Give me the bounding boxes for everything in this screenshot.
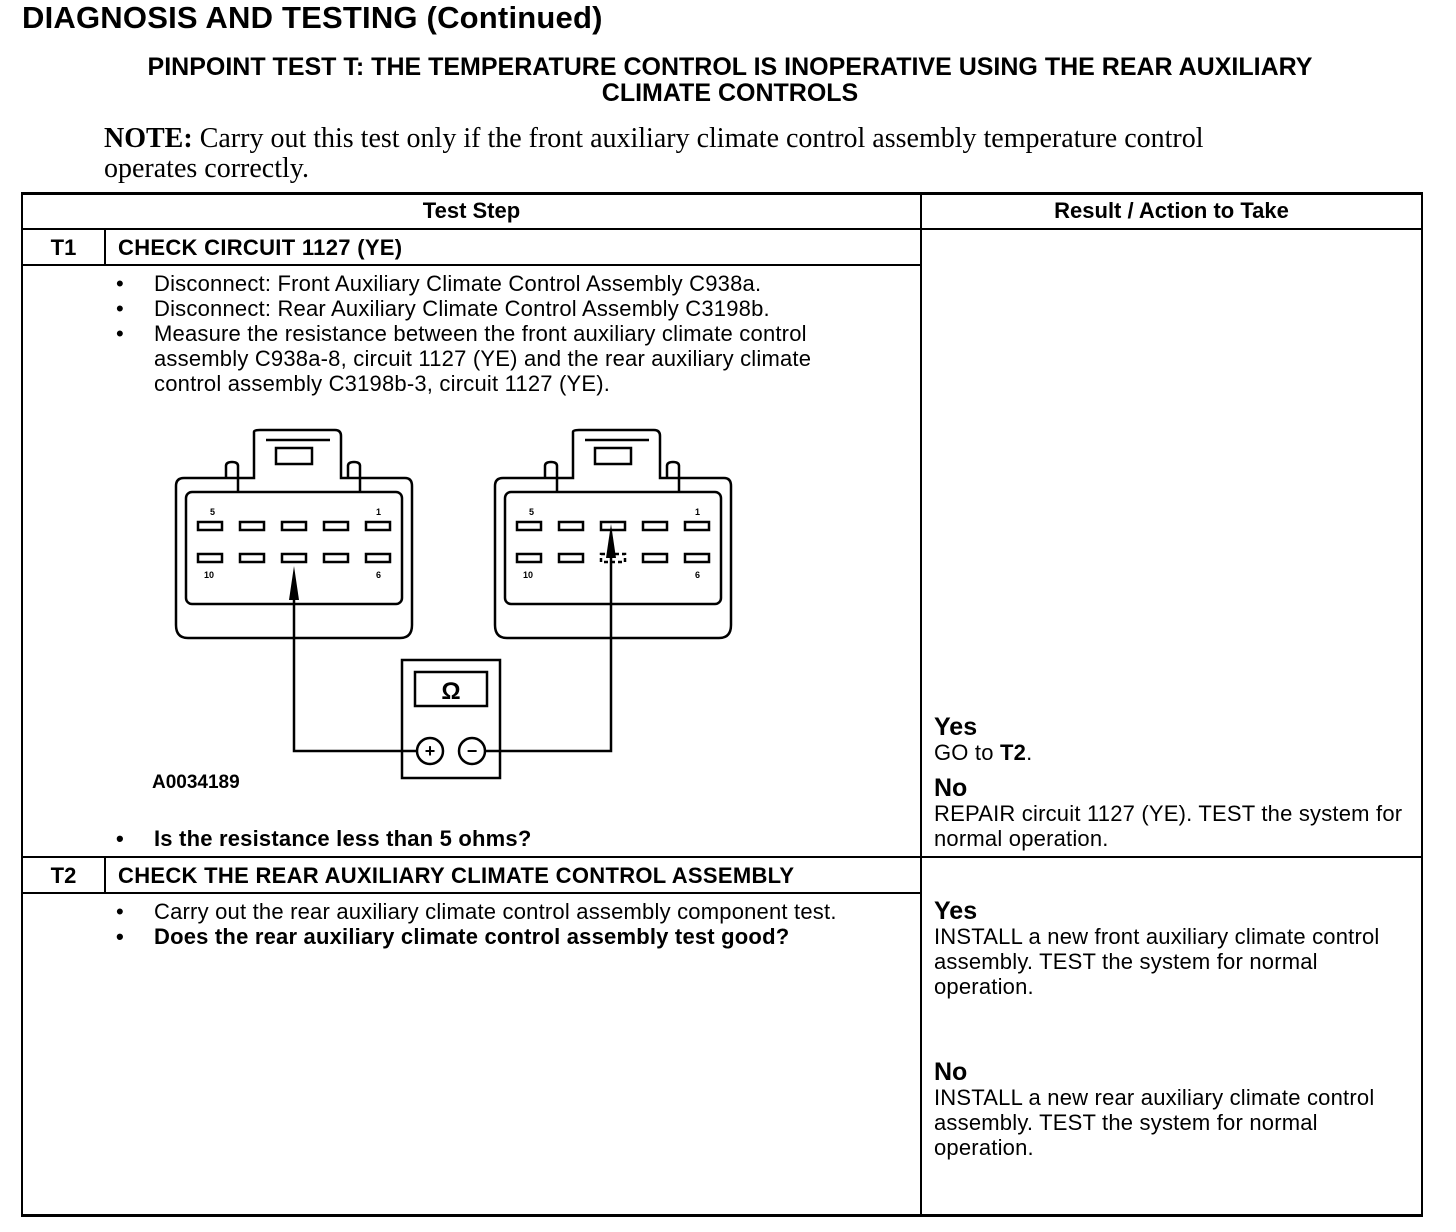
t1-no-label: No <box>934 774 968 802</box>
list-item: • Carry out the rear auxiliary climate control assembly component test. <box>116 899 886 924</box>
list-item: • Does the rear auxiliary climate control assembly test good? <box>116 924 886 949</box>
plus-terminal-icon: + <box>424 741 436 761</box>
t1-result <box>934 714 1404 851</box>
t1-yes-target-link[interactable]: T2 <box>1000 740 1027 765</box>
list-item: • Disconnect: Front Auxiliary Climate Control Assembly C938a. <box>116 271 876 296</box>
t2-no-text: INSTALL a new rear auxiliary climate control assembly. TEST the system for normal operation. <box>934 1085 1375 1160</box>
list-item: • Measure the resistance between the front auxiliary climate control assembly C938a-8, circuit 1127 (YE) and the rear auxiliary climate control assembly C3198b-3, circuit 1127 (YE). <box>116 321 876 396</box>
pin-label-6-rear: 6 <box>695 570 701 580</box>
ohm-symbol-icon: Ω <box>441 678 461 705</box>
t1-yes-label: Yes <box>934 713 978 741</box>
list-item: • Is the resistance less than 5 ohms? <box>116 826 876 851</box>
step-title-t1: CHECK CIRCUIT 1127 (YE) <box>118 235 403 260</box>
t2-yes-label: Yes <box>934 897 978 925</box>
step-title-t2: CHECK THE REAR AUXILIARY CLIMATE CONTROL ASSEMBLY <box>118 863 795 888</box>
minus-terminal-icon: − <box>466 741 478 761</box>
connector-diagram <box>160 420 760 790</box>
t2-instructions <box>116 899 886 949</box>
note-label: NOTE: <box>104 123 193 154</box>
pin-label-6-front: 6 <box>376 570 382 580</box>
note-text: Carry out this test only if the front auxiliary climate control assembly temperature control operates correctly. <box>104 123 1204 184</box>
t2-result-no <box>934 1059 1404 1160</box>
step-id-t1: T1 <box>50 235 77 260</box>
t1-question <box>116 826 876 851</box>
test-title-line-2: CLIMATE CONTROLS <box>601 79 859 107</box>
pinpoint-test-title <box>40 54 1420 106</box>
pin-label-1-rear: 1 <box>695 507 701 517</box>
t1-instructions <box>116 271 876 396</box>
t2-yes-text: INSTALL a new front auxiliary climate control assembly. TEST the system for normal operation. <box>934 924 1380 999</box>
column-header-result: Result / Action to Take <box>1054 198 1289 223</box>
pin-label-10-rear: 10 <box>523 570 534 580</box>
step-id-t2: T2 <box>50 863 77 888</box>
column-header-test-step: Test Step <box>422 198 521 223</box>
pin-label-5-rear: 5 <box>529 507 535 517</box>
list-item: • Disconnect: Rear Auxiliary Climate Control Assembly C3198b. <box>116 296 876 321</box>
note <box>104 124 1284 184</box>
pin-label-1-front: 1 <box>376 507 382 517</box>
t1-no-text: REPAIR circuit 1127 (YE). TEST the system for normal operation. <box>934 801 1403 851</box>
t2-no-label: No <box>934 1058 968 1086</box>
t1-yes-text: GO to T2. <box>934 740 1033 765</box>
figure-id: A0034189 <box>152 772 240 793</box>
pin-label-5-front: 5 <box>210 507 216 517</box>
t2-result-yes <box>934 898 1404 999</box>
page-header-title: DIAGNOSIS AND TESTING (Continued) <box>22 0 603 35</box>
pin-label-10-front: 10 <box>204 570 215 580</box>
rear-connector-c3198b <box>495 430 731 638</box>
test-title-line-1: PINPOINT TEST T: THE TEMPERATURE CONTROL IS INOPERATIVE USING THE REAR AUXILIARY <box>147 53 1313 81</box>
